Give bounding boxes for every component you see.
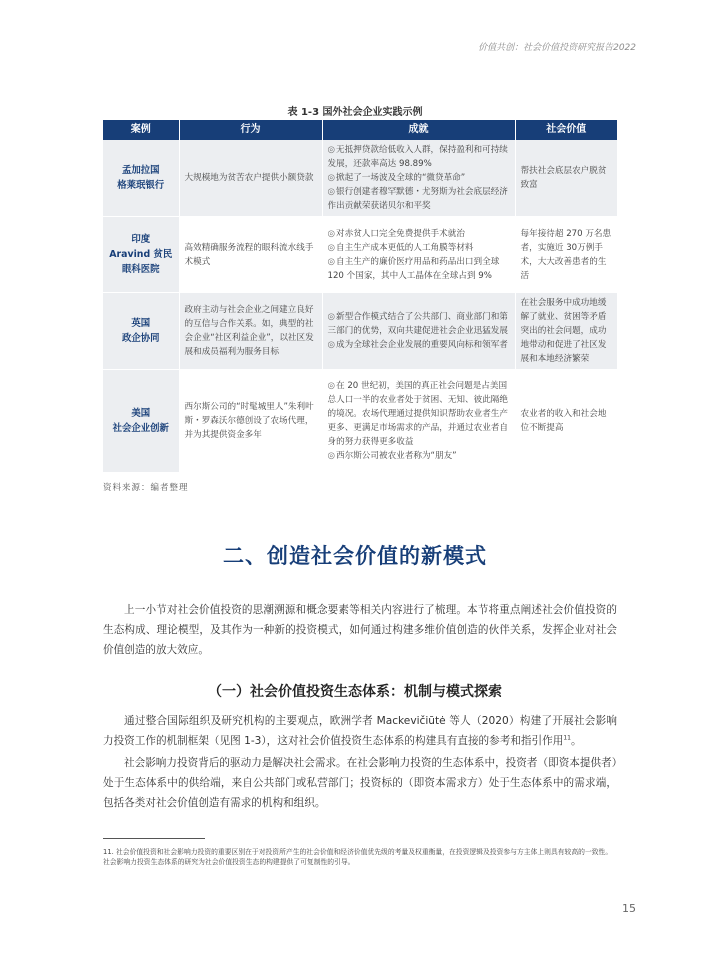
case-name-line: 政企协同 — [121, 333, 160, 344]
table-row — [103, 293, 617, 370]
footnote — [103, 847, 617, 867]
achievement-text: 对赤贫人口完全免费提供手术就治 — [336, 228, 465, 239]
table-row — [103, 217, 617, 293]
achievement-cell — [322, 370, 515, 473]
running-header: 价值共创：社会价值投资研究报告2022 — [478, 43, 636, 53]
footnote-reference: 11 — [563, 734, 571, 742]
achievement-item — [328, 227, 510, 241]
table-row — [103, 140, 617, 217]
bullet-icon: ◎ — [327, 145, 335, 155]
achievement-item — [328, 171, 510, 185]
case-cell — [103, 293, 179, 370]
achievement-text: 在 20 世纪初，美国的真正社会问题是占美国总人口一半的农业者处于贫困、无知、彼此隔绝的境况。农场代理通过提供知识帮助农业者生产更多、更满足市场需求的产品，并通过农业者自身的努力获得更多收益 — [327, 381, 508, 447]
achievement-text: 西尔斯公司被农业者称为“朋友” — [336, 451, 457, 461]
bullet-icon: ◎ — [327, 256, 335, 267]
bullet-icon: ◎ — [327, 381, 335, 391]
social-value-cell: 每年接待超 270 万名患者，实施近 30万例手术，大大改善患者的生活 — [515, 217, 617, 293]
paragraph-text: 通过整合国际组织及研究机构的主要观点，欧洲学者 Mackevičiūtė 等人（2020）构建了开展社会影响力投资工作的机制框架（见图 1-3），这对社会价值投资生态体系的构建具有直接的参考和指引作用 — [103, 715, 617, 747]
bullet-icon: ◎ — [327, 312, 335, 322]
case-cell — [103, 140, 179, 217]
table-header-row — [103, 120, 617, 140]
achievement-text: 掀起了一场波及全球的“微贷革命” — [336, 173, 466, 183]
bullet-icon: ◎ — [327, 340, 335, 350]
footnote-line: 社会影响力投资生态体系的研究为社会价值投资生态的构建提供了可复制性的引导。 — [103, 858, 355, 866]
column-header-social-value: 社会价值 — [515, 120, 617, 140]
case-cell — [103, 370, 179, 473]
achievement-item — [328, 143, 510, 171]
case-name-line: 印度 — [131, 234, 151, 245]
table-row — [103, 370, 617, 473]
achievement-text: 无抵押贷款给低收入人群，保持盈利和可持续发展，还款率高达 98.89% — [327, 145, 508, 169]
column-header-action: 行为 — [179, 120, 322, 140]
case-name-line: Aravind 贫民 — [109, 249, 173, 260]
achievement-text: 成为全球社会企业发展的重要风向标和领军者 — [336, 340, 508, 350]
case-name-line: 美国 — [131, 408, 151, 419]
achievement-item — [328, 449, 510, 463]
achievement-item — [328, 379, 510, 449]
achievement-item — [328, 310, 510, 338]
social-value-cell: 在社会服务中成功地缓解了就业、贫困等矛盾突出的社会问题，成功地带动和促进了社区发展和本地经济繁荣 — [515, 293, 617, 370]
footnote-line: 11. 社会价值投资和社会影响力投资的重要区别在于对投资所产生的社会价值和经济价值优先级的考量及权重衡量，在投资逻辑及投资参与方主体上则具有较高的一致性。 — [103, 848, 613, 856]
table-source-note: 资料来源：编者整理 — [103, 483, 189, 493]
achievement-text: 银行创建者穆罕默德・尤努斯为社会底层经济作出贡献荣获诺贝尔和平奖 — [327, 187, 508, 211]
social-value-cell: 帮扶社会底层农户脱贫致富 — [515, 140, 617, 217]
achievement-text: 自主生产成本更低的人工角膜等材料 — [336, 242, 474, 253]
achievement-text: 自主生产的廉价医疗用品和药品出口到全球 120 个国家，其中人工晶体在全球占到 9% — [327, 256, 500, 281]
section-title: 二、创造社会价值的新模式 — [223, 544, 487, 568]
section-intro-paragraph: 上一小节对社会价值投资的思潮溯源和概念要素等相关内容进行了梳理。本节将重点阐述社会价值投资的生态构成、理论模型，及其作为一种新的投资模式，如何通过构建多维价值创造的伙伴关系，发挥企业对社会价值创造的放大效应。 — [103, 604, 617, 656]
achievement-item — [328, 241, 510, 255]
column-header-achievement: 成就 — [322, 120, 515, 140]
body-paragraph: 社会影响力投资背后的驱动力是解决社会需求。在社会影响力投资的生态体系中，投资者（即资本提供者）处于生态体系中的供给端，来自公共部门或私营部门；投资标的（即资本需求方）处于生态体系中的需求端，包括各类对社会价值创造有需求的机构和组织。 — [103, 757, 617, 809]
case-name-line: 孟加拉国 — [121, 165, 160, 176]
column-header-case: 案例 — [103, 120, 179, 140]
action-cell: 政府主动与社会企业之间建立良好的互信与合作关系。如，典型的社会企业“社区利益企业”，以社区发展和成员福利为服务目标 — [179, 293, 322, 370]
subsection-title: （一）社会价值投资生态体系：机制与模式探索 — [208, 684, 502, 700]
page-number: 15 — [622, 902, 636, 915]
achievement-cell — [322, 293, 515, 370]
bullet-icon: ◎ — [327, 173, 335, 183]
bullet-icon: ◎ — [327, 242, 335, 253]
achievement-item — [328, 338, 510, 352]
table-caption: 表 1-3 国外社会企业实践示例 — [287, 107, 423, 118]
case-name-line: 眼科医院 — [121, 264, 160, 275]
achievement-item — [328, 185, 510, 213]
bullet-icon: ◎ — [327, 451, 335, 461]
bullet-icon: ◎ — [327, 228, 335, 239]
case-table — [103, 120, 617, 473]
case-name-line: 格莱珉银行 — [117, 180, 165, 191]
bullet-icon: ◎ — [327, 187, 335, 197]
achievement-text: 新型合作模式结合了公共部门、商业部门和第三部门的优势，双向共建促进社会企业迅猛发展 — [327, 312, 508, 336]
achievement-cell — [322, 140, 515, 217]
case-name-line: 社会企业创新 — [112, 423, 169, 434]
action-cell: 大规模地为贫苦农户提供小额贷款 — [179, 140, 322, 217]
social-value-cell: 农业者的收入和社会地位不断提高 — [515, 370, 617, 473]
achievement-cell — [322, 217, 515, 293]
body-paragraph — [103, 711, 617, 751]
action-cell: 高效精确服务流程的眼科流水线手术模式 — [179, 217, 322, 293]
action-cell: 西尔斯公司的“时髦城里人”朱利叶斯・罗森沃尔德创设了农场代理，并为其提供资金多年 — [179, 370, 322, 473]
achievement-item — [328, 255, 510, 283]
case-cell — [103, 217, 179, 293]
paragraph-end: 。 — [570, 735, 582, 747]
case-name-line: 英国 — [131, 318, 151, 329]
footnote-divider — [103, 838, 205, 839]
